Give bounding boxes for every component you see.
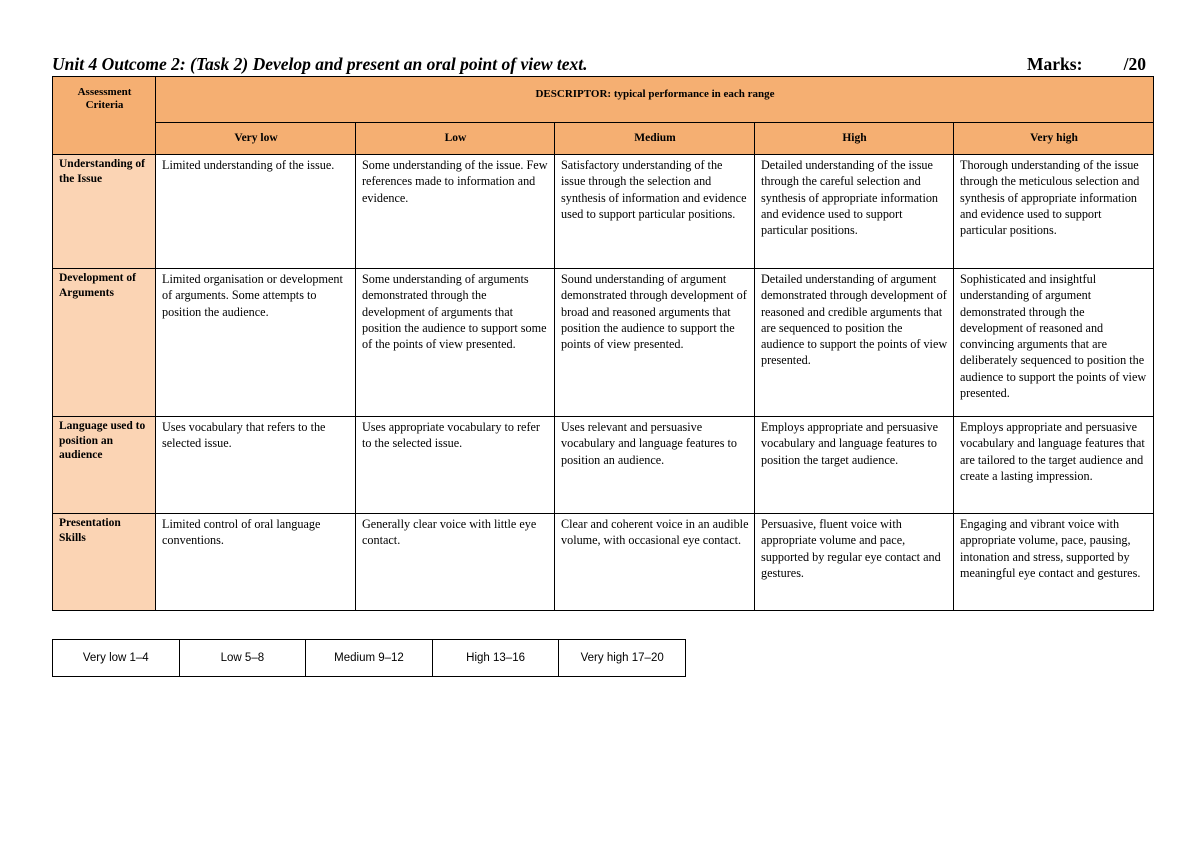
scale-very-high: Very high 17–20 <box>559 640 686 677</box>
descriptor-cell: Sophisticated and insightful understanding of argument demonstrated through the development of reasoned and convincing arguments that are deliberately sequenced to position the audience to support the points of view presented. <box>954 269 1154 417</box>
descriptor-cell: Some understanding of arguments demonstrated through the development of arguments that position the audience to support some of the points of view presented. <box>356 269 555 417</box>
descriptor-header: DESCRIPTOR: typical performance in each range <box>156 77 1154 123</box>
descriptor-cell: Generally clear voice with little eye contact. <box>356 514 555 611</box>
scale-low: Low 5–8 <box>179 640 306 677</box>
level-medium: Medium <box>555 123 755 155</box>
descriptor-cell: Detailed understanding of argument demonstrated through development of reasoned and credible arguments that are sequenced to position the audience to support the points of view presented. <box>755 269 954 417</box>
descriptor-cell: Limited organisation or development of arguments. Some attempts to position the audience. <box>156 269 356 417</box>
criterion-cell: Presentation Skills <box>53 514 156 611</box>
descriptor-cell: Employs appropriate and persuasive vocabulary and language features to position the target audience. <box>755 417 954 514</box>
descriptor-cell: Engaging and vibrant voice with appropriate volume, pace, pausing, intonation and stress, supported by meaningful eye contact and gestures. <box>954 514 1154 611</box>
criterion-cell: Language used to position an audience <box>53 417 156 514</box>
table-row <box>53 269 1154 417</box>
level-very-low: Very low <box>156 123 356 155</box>
table-row <box>53 514 1154 611</box>
level-header-row <box>53 123 1154 155</box>
criterion-cell: Development of Arguments <box>53 269 156 417</box>
descriptor-cell: Employs appropriate and persuasive vocabulary and language features that are tailored to the target audience and create a lasting impression. <box>954 417 1154 514</box>
level-high: High <box>755 123 954 155</box>
table-row <box>53 417 1154 514</box>
scale-medium: Medium 9–12 <box>306 640 433 677</box>
marks-label: Marks: <box>1027 54 1083 74</box>
marks-scale-table <box>52 639 686 677</box>
descriptor-cell: Persuasive, fluent voice with appropriate volume and pace, supported by regular eye contact and gestures. <box>755 514 954 611</box>
descriptor-cell: Clear and coherent voice in an audible volume, with occasional eye contact. <box>555 514 755 611</box>
descriptor-cell: Detailed understanding of the issue through the careful selection and synthesis of appropriate information and evidence used to support particular positions. <box>755 155 954 269</box>
header <box>52 54 1146 76</box>
descriptor-cell: Uses relevant and persuasive vocabulary and language features to position an audience. <box>555 417 755 514</box>
criteria-header: Assessment Criteria <box>53 77 156 155</box>
descriptor-cell: Uses vocabulary that refers to the selected issue. <box>156 417 356 514</box>
scale-high: High 13–16 <box>432 640 559 677</box>
page-title: Unit 4 Outcome 2: (Task 2) Develop and present an oral point of view text. <box>52 54 588 74</box>
marks-value: /20 <box>1123 54 1146 74</box>
level-low: Low <box>356 123 555 155</box>
descriptor-cell: Some understanding of the issue. Few references made to information and evidence. <box>356 155 555 269</box>
descriptor-cell: Uses appropriate vocabulary to refer to the selected issue. <box>356 417 555 514</box>
marks-scale-row <box>53 640 686 677</box>
scale-very-low: Very low 1–4 <box>53 640 180 677</box>
descriptor-cell: Limited understanding of the issue. <box>156 155 356 269</box>
level-very-high: Very high <box>954 123 1154 155</box>
descriptor-header-row <box>53 77 1154 123</box>
criterion-cell: Understanding of the Issue <box>53 155 156 269</box>
rubric-table <box>52 76 1154 611</box>
table-row <box>53 155 1154 269</box>
descriptor-cell: Limited control of oral language conventions. <box>156 514 356 611</box>
descriptor-cell: Satisfactory understanding of the issue through the selection and synthesis of information and evidence used to support particular positions. <box>555 155 755 269</box>
descriptor-cell: Thorough understanding of the issue through the meticulous selection and synthesis of appropriate information and evidence used to support particular positions. <box>954 155 1154 269</box>
descriptor-cell: Sound understanding of argument demonstrated through development of broad and reasoned arguments that position the audience to support the points of view presented. <box>555 269 755 417</box>
